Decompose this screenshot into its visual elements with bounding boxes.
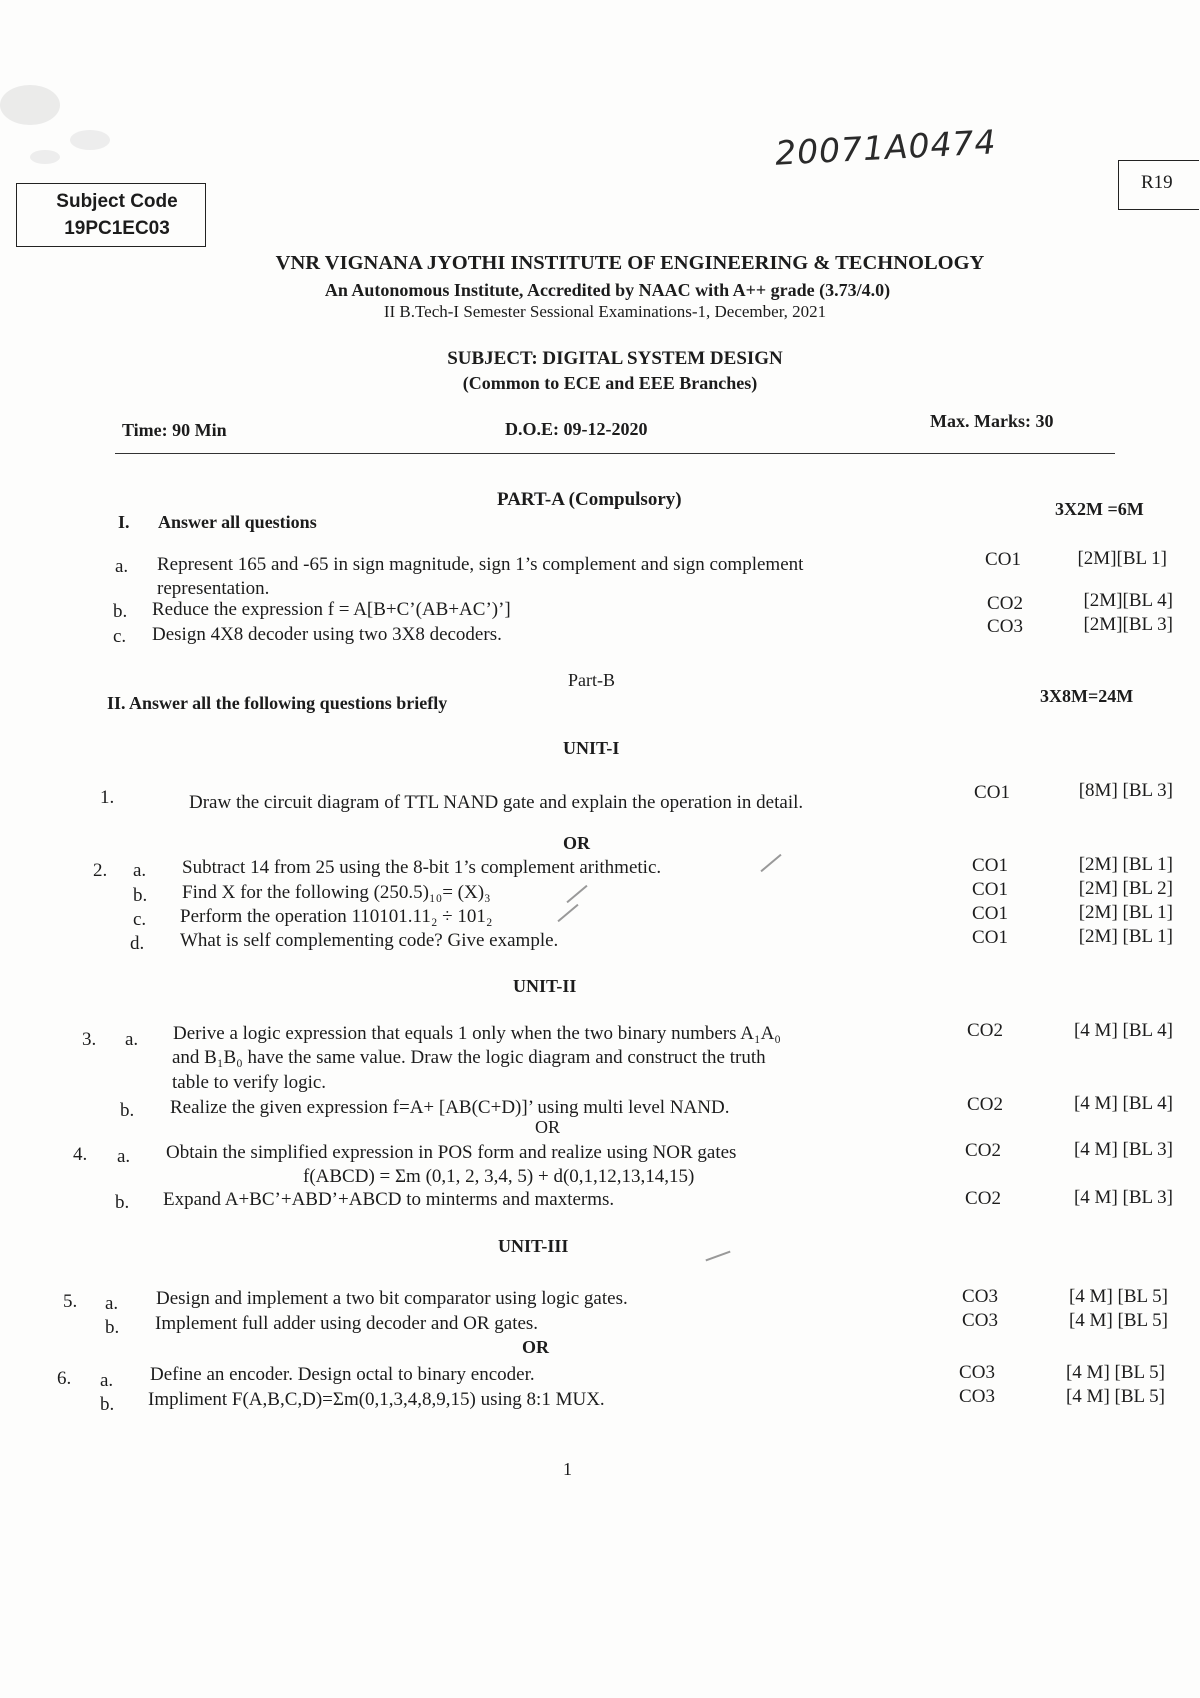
question-label: b. [113,601,128,622]
marks-bloom: [4 M] [BL 5] [1068,1286,1168,1307]
or-separator: OR [563,833,590,853]
marks-bloom: [2M] [BL 2] [1078,878,1173,899]
part-b-instruction: II. Answer all the following questions briefly [107,693,448,713]
question-text: Design 4X8 decoder using two 3X8 decoders. [152,624,502,645]
part-a-marks: 3X2M =6M [1055,499,1144,519]
part-a-instruction: Answer all questions [158,512,317,532]
question-label: a. [133,860,147,881]
course-outcome: CO3 [962,1286,998,1307]
subject-title: SUBJECT: DIGITAL SYSTEM DESIGN [447,348,783,369]
question-text: and B₁B₀ have the same value. Draw the logic diagram and construct the truth [172,1047,766,1068]
question-label: b. [115,1192,130,1213]
question-label: d. [130,933,145,954]
header-divider [115,453,1115,454]
course-outcome: CO3 [962,1310,998,1331]
question-text: f(ABCD) = Σm (0,1, 2, 3,4, 5) + d(0,1,12,13,14,15) [303,1166,695,1187]
marks-bloom: [4 M] [BL 4] [1073,1093,1173,1114]
question-text: Define an encoder. Design octal to binary encoder. [150,1364,535,1385]
course-outcome: CO2 [967,1094,1003,1115]
question-number: 3. [82,1029,97,1050]
part-a-number: I. [118,512,130,532]
question-label: b. [120,1100,135,1121]
or-separator: OR [535,1117,561,1137]
course-outcome: CO1 [972,903,1008,924]
question-label: a. [115,556,129,577]
regulation-box [1118,160,1199,210]
marks-bloom: [2M] [BL 1] [1078,902,1173,923]
question-text: Obtain the simplified expression in POS form and realize using NOR gates [166,1142,737,1163]
question-text: Reduce the expression f = A[B+C’(AB+AC’)’] [152,599,511,620]
handwritten-roll-number: 20071A0474 [774,122,998,173]
course-outcome: CO2 [965,1140,1001,1161]
question-label: b. [133,885,148,906]
question-label: b. [105,1317,120,1338]
course-outcome: CO2 [967,1020,1003,1041]
question-label: a. [125,1029,139,1050]
course-outcome: CO3 [959,1362,995,1383]
question-text: Subtract 14 from 25 using the 8-bit 1’s complement arithmetic. [182,857,662,878]
question-label: a. [100,1370,114,1391]
branches: (Common to ECE and EEE Branches) [462,373,758,393]
marks-bloom: [2M][BL 1] [1077,548,1167,569]
marks-bloom: [4 M] [BL 3] [1073,1139,1173,1160]
subject-code-label: Subject Code [56,191,178,212]
marks-bloom: [4 M] [BL 5] [1065,1362,1165,1383]
question-label: c. [113,626,127,647]
course-outcome: CO3 [959,1386,995,1407]
question-number: 1. [100,787,115,808]
date-of-exam: D.O.E: 09-12-2020 [505,419,648,439]
course-outcome: CO3 [987,616,1023,637]
accreditation: An Autonomous Institute, Accredited by NAAC with A++ grade (3.73/4.0) [324,280,891,300]
page-number: 1 [563,1459,572,1479]
question-text: Perform the operation 110101.11₂ ÷ 101₂ [180,906,493,927]
marks-bloom: [2M] [BL 1] [1078,926,1173,947]
question-text: What is self complementing code? Give example. [180,930,559,951]
pen-tick-mark [566,885,587,903]
marks-bloom: [2M][BL 3] [1083,614,1173,635]
or-separator: OR [522,1337,549,1357]
pen-tick-mark [760,854,781,872]
question-text: representation. [157,578,270,599]
question-label: b. [100,1394,115,1415]
question-text: Realize the given expression f=A+ [AB(C+D)]’ using multi level NAND. [170,1097,730,1118]
marks-bloom: [4 M] [BL 3] [1073,1187,1173,1208]
course-outcome: CO1 [974,782,1010,803]
question-text: Draw the circuit diagram of TTL NAND gate and explain the operation in detail. [189,792,804,813]
question-label: a. [105,1293,119,1314]
exam-title: II B.Tech-I Semester Sessional Examinations-1, December, 2021 [383,302,827,321]
course-outcome: CO1 [972,927,1008,948]
question-number: 2. [93,860,108,881]
unit-2-title: UNIT-II [513,976,577,996]
question-text: Design and implement a two bit comparator using logic gates. [156,1288,628,1309]
question-label: a. [117,1146,131,1167]
marks-bloom: [4 M] [BL 5] [1065,1386,1165,1407]
question-number: 5. [63,1291,78,1312]
unit-1-title: UNIT-I [563,738,620,758]
pen-stray-mark [705,1251,730,1262]
part-b-title: Part-B [568,670,615,690]
marks-bloom: [4 M] [BL 4] [1073,1020,1173,1041]
marks-bloom: [4 M] [BL 5] [1068,1310,1168,1331]
question-number: 4. [73,1144,88,1165]
institute-name: VNR VIGNANA JYOTHI INSTITUTE OF ENGINEERING & TECHNOLOGY [275,252,985,274]
course-outcome: CO2 [987,593,1023,614]
question-text: Expand A+BC’+ABD’+ABCD to minterms and maxterms. [163,1189,615,1210]
part-b-marks: 3X8M=24M [1040,686,1134,706]
time: Time: 90 Min [122,420,227,440]
max-marks: Max. Marks: 30 [930,411,1054,431]
subject-code-box [16,183,206,247]
question-text: Find X for the following (250.5)₁₀= (X)₃ [182,882,491,903]
course-outcome: CO1 [985,549,1021,570]
scan-noise [70,130,110,150]
part-a-title: PART-A (Compulsory) [497,489,682,510]
regulation: R19 [1141,172,1173,193]
course-outcome: CO2 [965,1188,1001,1209]
subject-code: 19PC1EC03 [64,218,170,239]
scan-noise [30,150,60,164]
course-outcome: CO1 [972,855,1008,876]
pen-tick-mark [557,904,578,922]
question-number: 6. [57,1368,72,1389]
question-text: Impliment F(A,B,C,D)=Σm(0,1,3,4,8,9,15) using 8:1 MUX. [148,1389,605,1410]
course-outcome: CO1 [972,879,1008,900]
marks-bloom: [2M] [BL 1] [1078,854,1173,875]
question-text: table to verify logic. [172,1072,327,1093]
marks-bloom: [2M][BL 4] [1083,590,1173,611]
unit-3-title: UNIT-III [498,1236,569,1256]
question-text: Represent 165 and -65 in sign magnitude, sign 1’s complement and sign complement [157,554,804,575]
marks-bloom: [8M] [BL 3] [1078,780,1173,801]
question-text: Implement full adder using decoder and OR gates. [155,1313,539,1334]
question-text: Derive a logic expression that equals 1 only when the two binary numbers A₁A₀ [173,1023,781,1044]
scan-noise [0,85,60,125]
question-label: c. [133,909,147,930]
